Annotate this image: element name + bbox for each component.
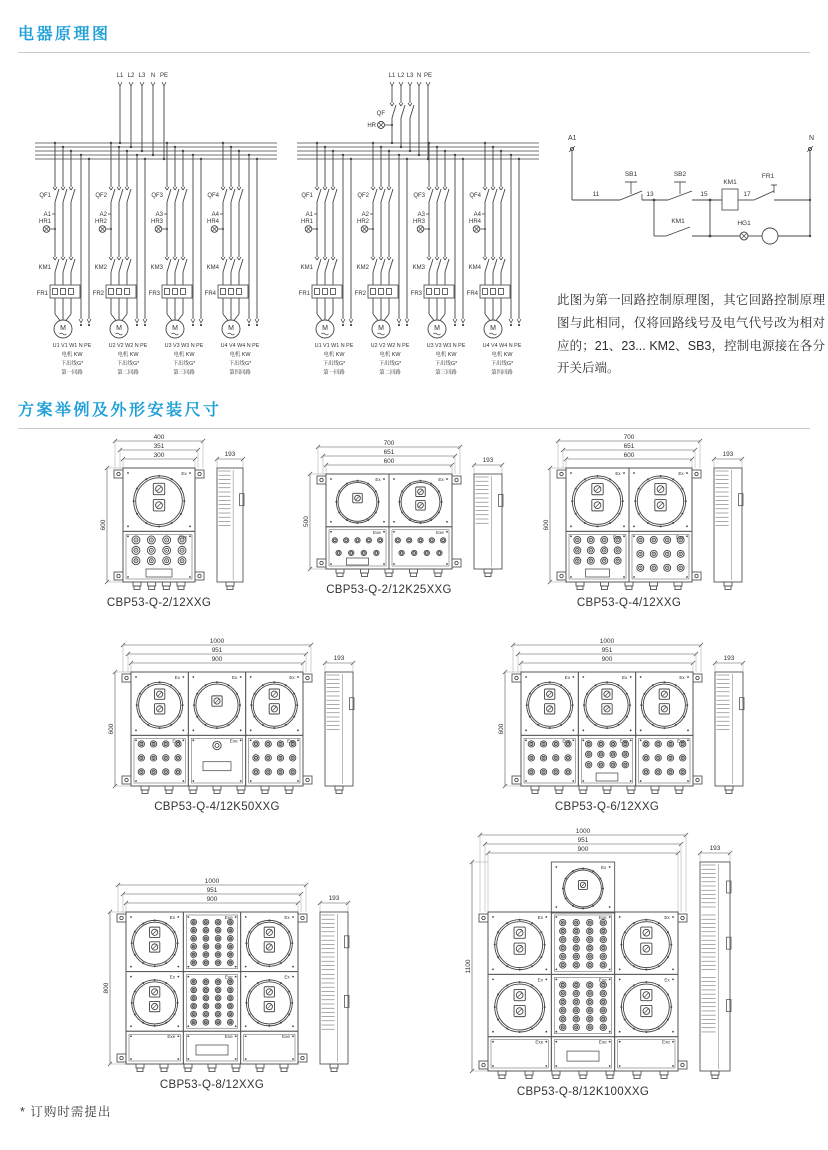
terminal-a1-label: A1 xyxy=(568,135,577,142)
branch-breaker-label: QF1 xyxy=(301,193,313,199)
terminals-label: U4 V4 W4 N PE xyxy=(482,343,522,349)
wire-number: 15 xyxy=(700,191,708,198)
model-label: CBP53-Q-8/12K100XXG xyxy=(516,1086,650,1098)
footnote: * 订购时需提出 xyxy=(20,1105,112,1119)
branch-lamp-label: HR1 xyxy=(300,219,313,225)
circuit-name: 第四回路 xyxy=(229,370,251,376)
branch-aux-label: A1 xyxy=(43,212,51,218)
ex-mark: Ex xyxy=(600,865,607,870)
incoming-phase-label: L2 xyxy=(397,73,405,79)
outlet-note: 下出线G* xyxy=(60,361,84,367)
exe-mark: Exe xyxy=(287,738,295,744)
drawing-cbp53-q-6-12xxg xyxy=(495,636,753,816)
dimension-drawing xyxy=(540,432,752,596)
dim-height-label: 600 xyxy=(498,723,505,735)
motor-note: 电机 KW xyxy=(117,352,139,358)
dim-width-label: 900 xyxy=(601,656,613,663)
ex-mark: Ex xyxy=(537,915,544,920)
branch-breaker-label: QF2 xyxy=(357,193,369,199)
ex-mark: Ex xyxy=(375,477,381,482)
exe-mark: Exe xyxy=(282,1034,290,1040)
outlet-note: 下出线G* xyxy=(228,361,252,367)
wire-number: 13 xyxy=(646,191,654,198)
overload-contact-label: FR1 xyxy=(761,173,775,180)
power-schematic-four-circuits xyxy=(25,57,287,387)
dimension-drawing xyxy=(495,636,753,800)
exe-mark: Exe xyxy=(224,974,233,980)
terminals-label: U3 V3 W3 N PE xyxy=(426,343,466,349)
circuit-name: 第二回路 xyxy=(379,370,401,376)
incoming-phase-label: L1 xyxy=(388,73,396,79)
dim-height-label: 600 xyxy=(543,519,550,531)
main-breaker-label: QF xyxy=(376,111,385,117)
ex-mark: Ex xyxy=(537,977,544,983)
branch-lamp-label: HR1 xyxy=(38,219,51,225)
exe-mark: Exe xyxy=(179,534,187,540)
branch-relay-label: FR3 xyxy=(148,291,160,297)
ex-mark: Ex xyxy=(564,675,571,680)
outlet-note: 下出线G* xyxy=(172,361,196,367)
branch-breaker-label: QF4 xyxy=(207,193,219,199)
dim-depth-label: 193 xyxy=(328,895,340,902)
drawing-cbp53-q-8-12k100xxg xyxy=(462,826,740,1101)
terminals-label: U4 V4 W4 N PE xyxy=(220,343,260,349)
ex-mark: Ex xyxy=(621,675,628,680)
branch-relay-label: FR4 xyxy=(204,291,216,297)
circuit-name: 第一回路 xyxy=(323,370,345,376)
branch-aux-label: A3 xyxy=(417,212,425,218)
branch-contactor-label: KM4 xyxy=(206,265,219,271)
model-label: CBP53-Q-4/12K50XXG xyxy=(154,801,280,813)
branch-lamp-label: HR2 xyxy=(94,219,107,225)
power-schematic-with-main-breaker xyxy=(287,57,549,387)
dim-width-label: 951 xyxy=(577,837,589,844)
branch-relay-label: FR2 xyxy=(92,291,104,297)
dim-width-label: 900 xyxy=(206,896,218,903)
branch-breaker-label: QF1 xyxy=(39,193,51,199)
branch-breaker-label: QF3 xyxy=(151,193,163,199)
dim-depth-label: 193 xyxy=(224,451,236,458)
outlet-note: 下出线G* xyxy=(378,361,402,367)
dim-width-label: 700 xyxy=(623,434,635,441)
ex-mark: Ex xyxy=(174,675,181,680)
lamp-label: HG1 xyxy=(737,220,751,227)
main-lamp-label: HR xyxy=(367,123,376,129)
dim-width-label: 1000 xyxy=(599,638,615,645)
incoming-phase-label: L2 xyxy=(127,73,135,79)
model-label: CBP53-Q-4/12XXG xyxy=(576,597,682,609)
dim-width-label: 1000 xyxy=(575,828,591,835)
wire-number: 11 xyxy=(592,191,600,198)
branch-relay-label: FR1 xyxy=(36,291,48,297)
dim-width-label: 700 xyxy=(383,440,395,447)
dim-width-label: 951 xyxy=(601,647,613,654)
branch-contactor-label: KM2 xyxy=(94,265,107,271)
dim-height-label: 1100 xyxy=(465,959,472,974)
exe-mark: Exe xyxy=(436,529,444,535)
branch-relay-label: FR2 xyxy=(354,291,366,297)
motor-note: 电机 KW xyxy=(435,352,457,358)
ex-mark: Ex xyxy=(284,915,290,920)
exe-mark: Exe xyxy=(598,1039,607,1045)
schematic-note: 此图为第一回路控制原理图，其它回路控制原理图与此相同，仅将回路线号及电气代号改为相对应的；21、23... KM2、SB3，控制电源接在各分开关后端。 xyxy=(557,293,825,376)
motor-note: 电机 KW xyxy=(229,352,251,358)
circuit-name: 第三回路 xyxy=(173,370,195,376)
dim-depth-label: 193 xyxy=(723,655,735,662)
drawing-cbp53-q-8-12xxg xyxy=(100,876,358,1094)
dim-width-label: 1000 xyxy=(204,878,220,885)
control-circuit-schematic xyxy=(558,128,824,258)
dim-width-label: 951 xyxy=(211,647,223,654)
exe-mark: Exe xyxy=(662,1039,670,1045)
dim-depth-label: 193 xyxy=(333,655,345,662)
exe-mark: Exe xyxy=(172,738,181,744)
dim-width-label: 600 xyxy=(383,458,395,465)
incoming-phase-label: PE xyxy=(423,73,433,79)
section-title-dimensions: 方案举例及外形安装尺寸 xyxy=(18,397,810,429)
dim-depth-label: 193 xyxy=(722,451,734,458)
branch-contactor-label: KM3 xyxy=(150,265,163,271)
dim-width-label: 651 xyxy=(623,443,635,450)
branch-lamp-label: HR3 xyxy=(412,219,425,225)
terminals-label: U1 V1 W1 N PE xyxy=(314,343,354,349)
exe-mark: Exe xyxy=(167,1034,176,1040)
model-label: CBP53-Q-2/12K25XXG xyxy=(326,584,452,596)
branch-breaker-label: QF3 xyxy=(413,193,425,199)
ex-mark: Ex xyxy=(664,977,670,983)
branch-aux-label: A1 xyxy=(305,212,313,218)
motor-label: M xyxy=(490,325,496,332)
motor-note: 电机 KW xyxy=(173,352,195,358)
outlet-note: 下出线G* xyxy=(322,361,346,367)
dim-height-label: 600 xyxy=(100,519,107,531)
wire-number: 17 xyxy=(743,191,751,198)
motor-label: M xyxy=(60,325,66,332)
coil-label: KM1 xyxy=(723,179,737,186)
stop-button-label: SB1 xyxy=(624,171,638,178)
motor-label: M xyxy=(228,325,234,332)
branch-lamp-label: HR4 xyxy=(206,219,219,225)
branch-relay-label: FR1 xyxy=(298,291,310,297)
ex-mark: Ex xyxy=(181,471,187,476)
branch-contactor-label: KM2 xyxy=(356,265,369,271)
dim-width-label: 300 xyxy=(153,452,165,459)
branch-lamp-label: HR4 xyxy=(468,219,481,225)
circuit-name: 第一回路 xyxy=(61,370,83,376)
model-label: CBP53-Q-8/12XXG xyxy=(159,1079,265,1091)
incoming-phase-label: PE xyxy=(159,73,169,79)
drawing-cbp53-q-4-12xxg xyxy=(540,432,752,612)
motor-label: M xyxy=(116,325,122,332)
exe-mark: Exe xyxy=(373,529,381,535)
ex-mark: Ex xyxy=(438,477,444,482)
drawing-cbp53-q-2-12xxg xyxy=(97,432,253,612)
ex-mark: Ex xyxy=(169,915,176,920)
incoming-phase-label: L3 xyxy=(138,73,146,79)
terminals-label: U2 V2 W2 N PE xyxy=(370,343,410,349)
incoming-phase-label: N xyxy=(150,73,156,79)
exe-mark: Exe xyxy=(598,915,607,920)
branch-relay-label: FR3 xyxy=(410,291,422,297)
outlet-note: 下出线G* xyxy=(490,361,514,367)
model-label: CBP53-Q-6/12XXG xyxy=(554,801,660,813)
terminal-n-label: N xyxy=(808,135,814,142)
motor-note: 电机 KW xyxy=(323,352,345,358)
ex-mark: Ex xyxy=(231,675,238,680)
dimension-drawing xyxy=(100,876,358,1078)
drawing-cbp53-q-4-12k50xxg xyxy=(105,636,363,816)
branch-aux-label: A2 xyxy=(361,212,369,218)
dim-depth-label: 193 xyxy=(482,457,494,464)
exe-mark: Exe xyxy=(619,738,628,744)
dim-height-label: 600 xyxy=(108,723,115,735)
branch-aux-label: A4 xyxy=(211,212,219,218)
dim-width-label: 651 xyxy=(383,449,395,456)
dimension-drawing xyxy=(300,438,512,583)
exe-mark: Exe xyxy=(224,1034,233,1040)
dim-width-label: 951 xyxy=(206,887,218,894)
dim-width-label: 400 xyxy=(153,434,165,441)
drawing-cbp53-q-2-12k25xxg xyxy=(300,438,512,599)
branch-aux-label: A3 xyxy=(155,212,163,218)
outlet-note: 下出线G* xyxy=(116,361,140,367)
branch-contactor-label: KM1 xyxy=(38,265,51,271)
ex-mark: Ex xyxy=(678,471,684,476)
branch-contactor-label: KM3 xyxy=(412,265,425,271)
dim-height-label: 500 xyxy=(303,516,310,527)
branch-relay-label: FR4 xyxy=(466,291,478,297)
dim-width-label: 900 xyxy=(577,846,589,853)
dim-height-label: 800 xyxy=(103,982,110,994)
motor-label: M xyxy=(322,325,328,332)
exe-mark: Exe xyxy=(613,534,621,540)
ex-mark: Ex xyxy=(169,974,176,980)
dim-width-label: 351 xyxy=(153,443,165,450)
circuit-name: 第四回路 xyxy=(491,370,513,376)
terminals-label: U2 V2 W2 N PE xyxy=(108,343,148,349)
start-button-label: SB2 xyxy=(673,171,687,178)
incoming-phase-label: L1 xyxy=(116,73,124,79)
motor-label: M xyxy=(378,325,384,332)
ex-mark: Ex xyxy=(615,471,621,476)
section-title-schematic: 电器原理图 xyxy=(18,21,810,53)
motor-note: 电机 KW xyxy=(379,352,401,358)
exe-mark: Exe xyxy=(535,1039,544,1045)
ex-mark: Ex xyxy=(679,675,685,680)
dimension-drawing xyxy=(462,826,740,1085)
ex-mark: Ex xyxy=(284,974,290,980)
branch-aux-label: A2 xyxy=(99,212,107,218)
branch-contactor-label: KM4 xyxy=(468,265,481,271)
dim-width-label: 600 xyxy=(623,452,635,459)
ex-mark: Ex xyxy=(664,915,670,920)
dimension-drawing xyxy=(105,636,363,800)
branch-lamp-label: HR2 xyxy=(356,219,369,225)
circuit-name: 第三回路 xyxy=(435,370,457,376)
dim-width-label: 900 xyxy=(211,656,223,663)
branch-breaker-label: QF4 xyxy=(469,193,481,199)
branch-breaker-label: QF2 xyxy=(95,193,107,199)
outlet-note: 下出线G* xyxy=(434,361,458,367)
terminals-label: U3 V3 W3 N PE xyxy=(164,343,204,349)
incoming-phase-label: N xyxy=(416,73,422,79)
exe-mark: Exe xyxy=(677,738,685,744)
branch-lamp-label: HR3 xyxy=(150,219,163,225)
branch-aux-label: A4 xyxy=(473,212,481,218)
motor-note: 电机 KW xyxy=(61,352,83,358)
ex-mark: Ex xyxy=(289,675,295,680)
dim-depth-label: 193 xyxy=(709,845,721,852)
terminals-label: U1 V1 W1 N PE xyxy=(52,343,92,349)
holding-contact-label: KM1 xyxy=(671,218,685,225)
branch-contactor-label: KM1 xyxy=(300,265,313,271)
exe-mark: Exe xyxy=(676,534,684,540)
incoming-phase-label: L3 xyxy=(406,73,414,79)
exe-mark: Exe xyxy=(598,977,607,983)
exe-mark: Exe xyxy=(229,738,238,744)
dim-width-label: 1000 xyxy=(209,638,225,645)
motor-label: M xyxy=(434,325,440,332)
model-label: CBP53-Q-2/12XXG xyxy=(106,597,212,609)
dimension-drawing xyxy=(97,432,253,596)
motor-note: 电机 KW xyxy=(491,352,513,358)
exe-mark: Exe xyxy=(562,738,571,744)
motor-label: M xyxy=(172,325,178,332)
circuit-name: 第二回路 xyxy=(117,370,139,376)
exe-mark: Exe xyxy=(224,915,233,920)
